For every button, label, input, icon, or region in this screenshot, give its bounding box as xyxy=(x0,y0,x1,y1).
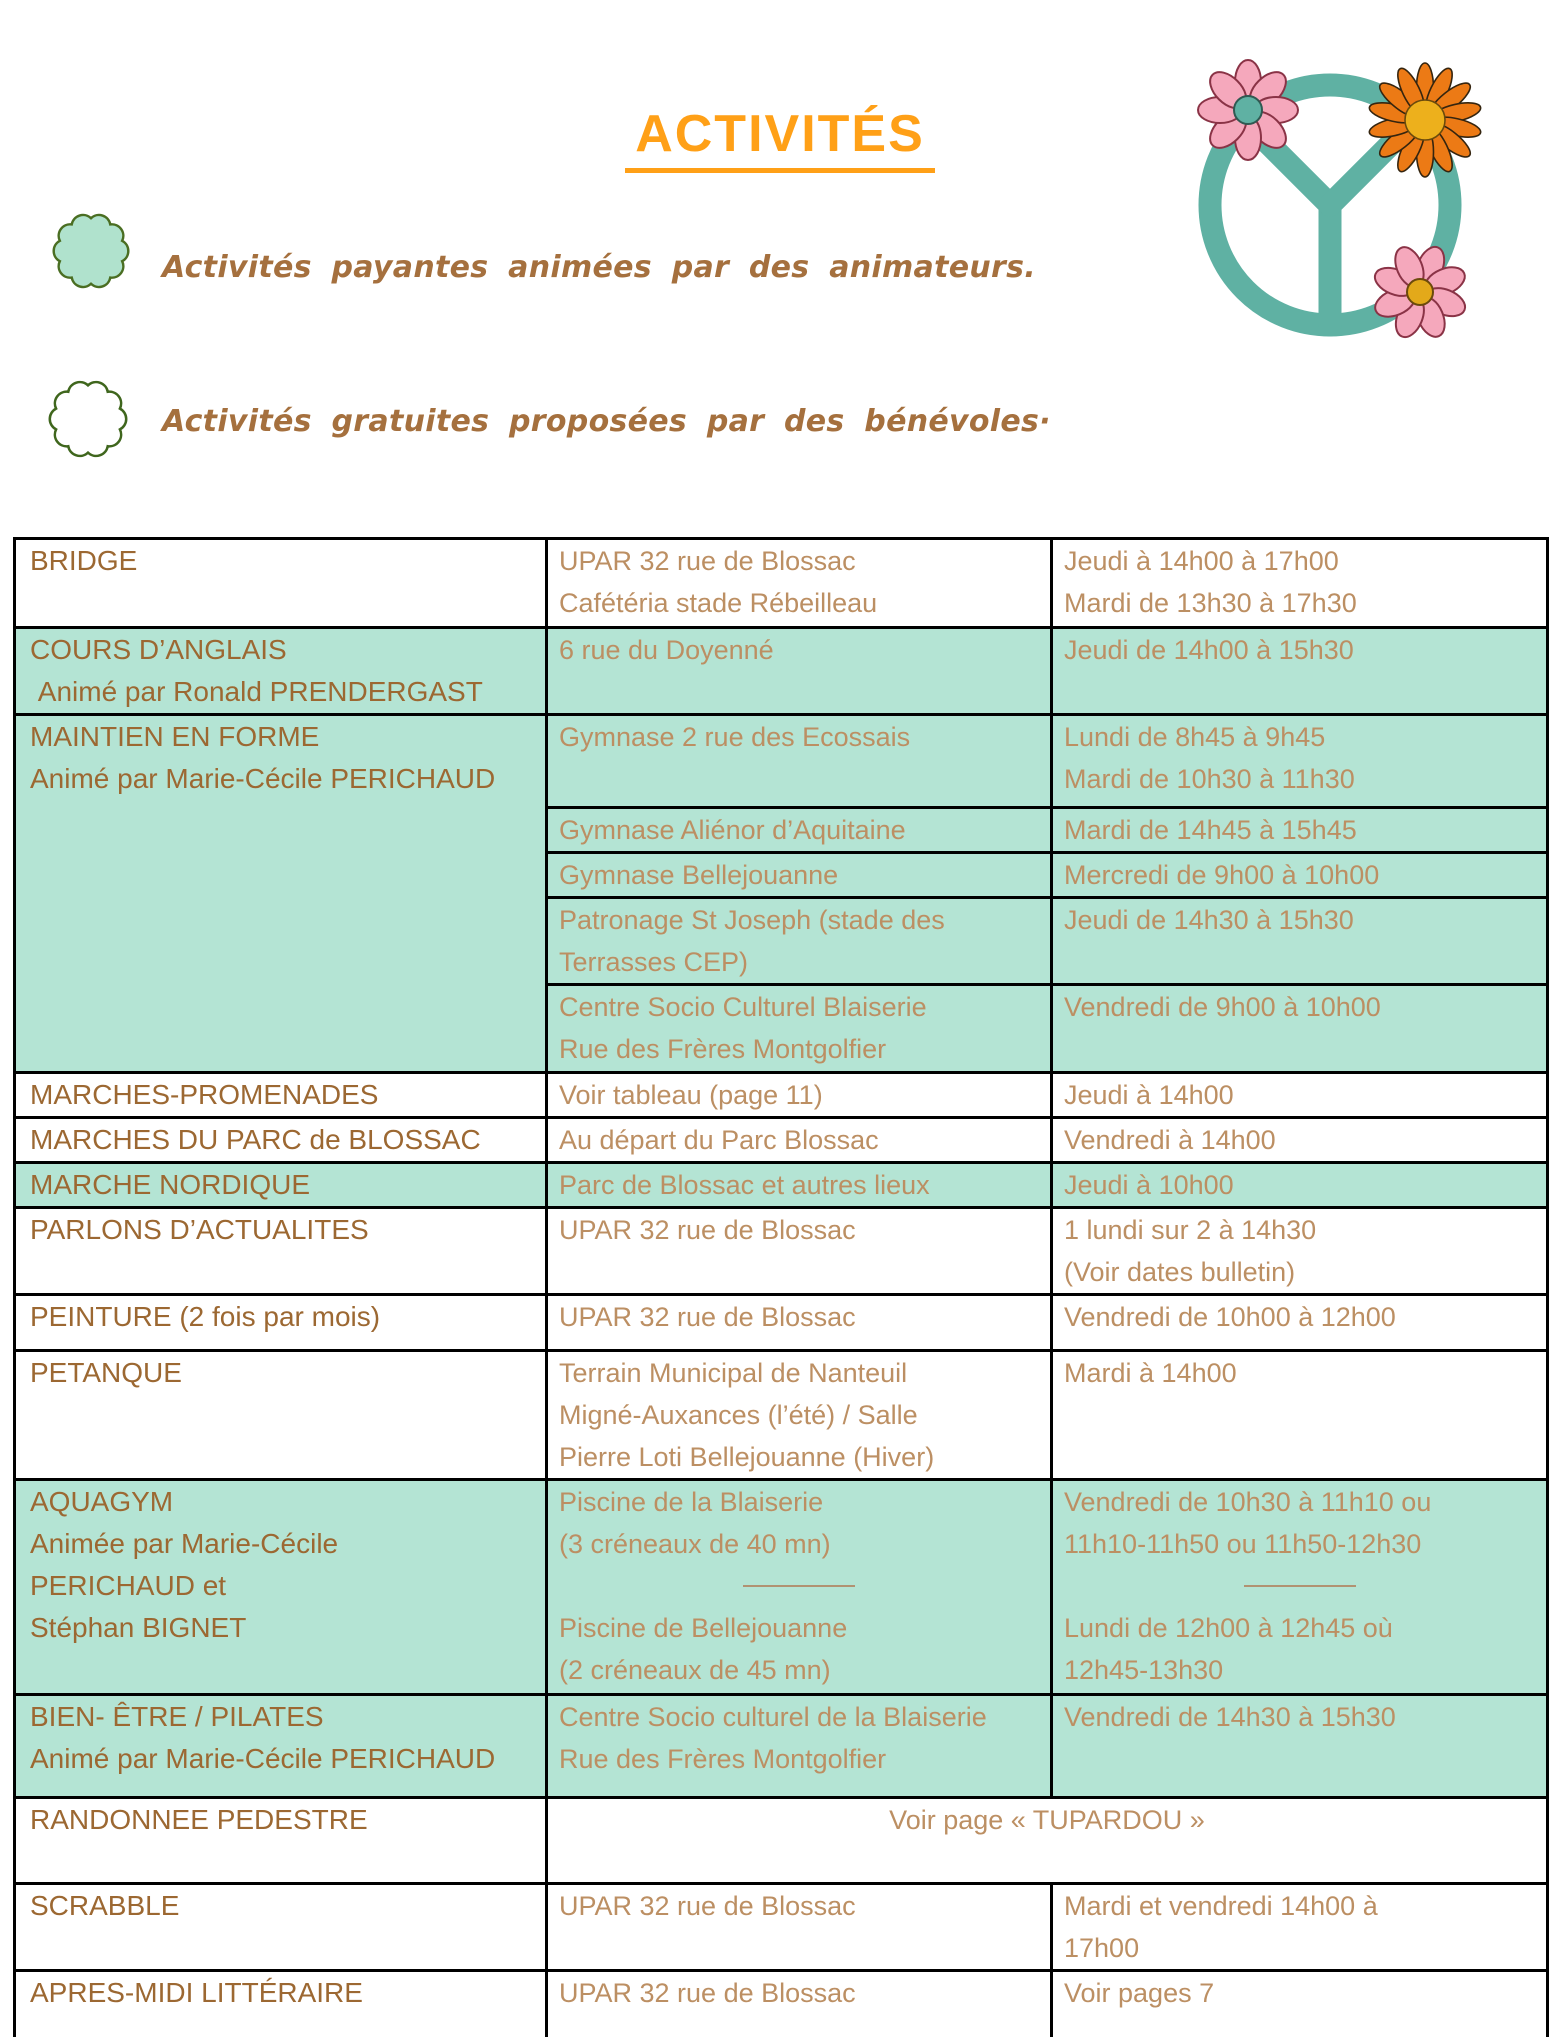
table-row-scrabble xyxy=(15,1884,1548,1971)
table-row-bien-etre-pilates xyxy=(15,1695,1548,1798)
divider-line xyxy=(743,1585,855,1587)
location-cell: Centre Socio Culturel Blaiserie Rue des Frères Montgolfier xyxy=(547,985,1052,1073)
schedule-cell: Vendredi de 10h00 à 12h00 xyxy=(1052,1295,1548,1351)
activity-cell: COURS D’ANGLAIS Animé par Ronald PRENDERGAST xyxy=(15,628,547,715)
mint-cloud-icon xyxy=(50,208,132,294)
schedule-cell: Jeudi à 10h00 xyxy=(1052,1163,1548,1208)
table-row-petanque xyxy=(15,1351,1548,1480)
table-row-cours-anglais xyxy=(15,628,1548,715)
table-row-marches-promenades xyxy=(15,1073,1548,1118)
schedule-cell: Mercredi de 9h00 à 10h00 xyxy=(1052,853,1548,898)
pink-flower-icon xyxy=(1198,60,1298,160)
activity-cell: PARLONS D’ACTUALITES xyxy=(15,1208,547,1295)
schedule-cell: Mardi et vendredi 14h00 à 17h00 xyxy=(1052,1884,1548,1971)
table-row-apres-midi-litteraire xyxy=(15,1971,1548,2037)
location-cell: Gymnase Bellejouanne xyxy=(547,853,1052,898)
schedule-cell: Jeudi à 14h00 à 17h00 Mardi de 13h30 à 17h30 xyxy=(1052,539,1548,628)
activities-table xyxy=(13,537,1549,2037)
activity-cell: MAINTIEN EN FORME Animé par Marie-Cécile PERICHAUD xyxy=(15,715,547,1073)
activity-cell: PEINTURE (2 fois par mois) xyxy=(15,1295,547,1351)
activity-cell: RANDONNEE PEDESTRE xyxy=(15,1798,547,1884)
location-cell: Centre Socio culturel de la Blaiserie Rue des Frères Montgolfier xyxy=(547,1695,1052,1798)
legend-paid-activities: Activités payantes animées par des animateurs. xyxy=(162,250,1036,285)
table-row-parlons-actualites xyxy=(15,1208,1548,1295)
location-cell: UPAR 32 rue de Blossac Cafétéria stade Rébeilleau xyxy=(547,539,1052,628)
table-row-randonnee xyxy=(15,1798,1548,1884)
activity-cell: MARCHES-PROMENADES xyxy=(15,1073,547,1118)
activity-cell: BIEN- ÊTRE / PILATES Animé par Marie-Cécile PERICHAUD xyxy=(15,1695,547,1798)
schedule-cell: Mardi à 14h00 xyxy=(1052,1351,1548,1480)
schedule-cell: Vendredi de 14h30 à 15h30 xyxy=(1052,1695,1548,1798)
location-cell: Piscine de la Blaiserie (3 créneaux de 40 mn) Piscine de Bellejouanne (2 créneaux de 45 mn) xyxy=(547,1480,1052,1695)
page-title-text: ACTIVITÉS xyxy=(625,104,935,173)
table-row-marches-blossac xyxy=(15,1118,1548,1163)
schedule-cell: Jeudi de 14h30 à 15h30 xyxy=(1052,898,1548,985)
location-cell: 6 rue du Doyenné xyxy=(547,628,1052,715)
legend-free-activities: Activités gratuites proposées par des bénévoles· xyxy=(162,404,1051,439)
activity-cell: APRES-MIDI LITTÉRAIRE xyxy=(15,1971,547,2037)
schedule-cell: Jeudi à 14h00 xyxy=(1052,1073,1548,1118)
location-cell: Parc de Blossac et autres lieux xyxy=(547,1163,1052,1208)
location-cell: Terrain Municipal de Nanteuil Migné-Auxances (l’été) / Salle Pierre Loti Bellejouanne (Hiver) xyxy=(547,1351,1052,1480)
activity-cell: BRIDGE xyxy=(15,539,547,628)
schedule-cell: Vendredi de 9h00 à 10h00 xyxy=(1052,985,1548,1073)
location-cell: UPAR 32 rue de Blossac xyxy=(547,1295,1052,1351)
table-row-aquagym xyxy=(15,1480,1548,1695)
divider-line xyxy=(1244,1585,1356,1587)
activity-cell: AQUAGYM Animée par Marie-Cécile PERICHAUD et Stéphan BIGNET xyxy=(15,1480,547,1695)
schedule-cell: Mardi de 14h45 à 15h45 xyxy=(1052,808,1548,853)
table-row-maintien-forme xyxy=(15,715,1548,808)
activity-cell: PETANQUE xyxy=(15,1351,547,1480)
schedule-cell: Vendredi à 14h00 xyxy=(1052,1118,1548,1163)
schedule-cell: Vendredi de 10h30 à 11h10 ou 11h10-11h50 ou 11h50-12h30 Lundi de 12h00 à 12h45 où 12h45-13h30 xyxy=(1052,1480,1548,1695)
table-row-bridge xyxy=(15,539,1548,628)
pink-flower-icon xyxy=(1371,243,1469,341)
location-cell: Au départ du Parc Blossac xyxy=(547,1118,1052,1163)
schedule-cell: Jeudi de 14h00 à 15h30 xyxy=(1052,628,1548,715)
schedule-cell: Lundi de 8h45 à 9h45 Mardi de 10h30 à 11h30 xyxy=(1052,715,1548,808)
location-cell: Voir tableau (page 11) xyxy=(547,1073,1052,1118)
location-cell: UPAR 32 rue de Blossac xyxy=(547,1971,1052,2037)
peace-symbol-graphic xyxy=(1185,50,1505,350)
schedule-cell: 1 lundi sur 2 à 14h30 (Voir dates bulletin) xyxy=(1052,1208,1548,1295)
location-cell: UPAR 32 rue de Blossac xyxy=(547,1884,1052,1971)
table-row-peinture xyxy=(15,1295,1548,1351)
activity-cell: MARCHE NORDIQUE xyxy=(15,1163,547,1208)
location-cell: Patronage St Joseph (stade des Terrasses CEP) xyxy=(547,898,1052,985)
schedule-cell: Voir pages 7 xyxy=(1052,1971,1548,2037)
location-cell: Gymnase 2 rue des Ecossais xyxy=(547,715,1052,808)
activity-cell: SCRABBLE xyxy=(15,1884,547,1971)
activity-cell: MARCHES DU PARC de BLOSSAC xyxy=(15,1118,547,1163)
white-cloud-icon xyxy=(46,372,130,466)
location-cell: UPAR 32 rue de Blossac xyxy=(547,1208,1052,1295)
table-row-marche-nordique xyxy=(15,1163,1548,1208)
location-cell: Gymnase Aliénor d’Aquitaine xyxy=(547,808,1052,853)
merged-info-cell: Voir page « TUPARDOU » xyxy=(547,1798,1548,1884)
